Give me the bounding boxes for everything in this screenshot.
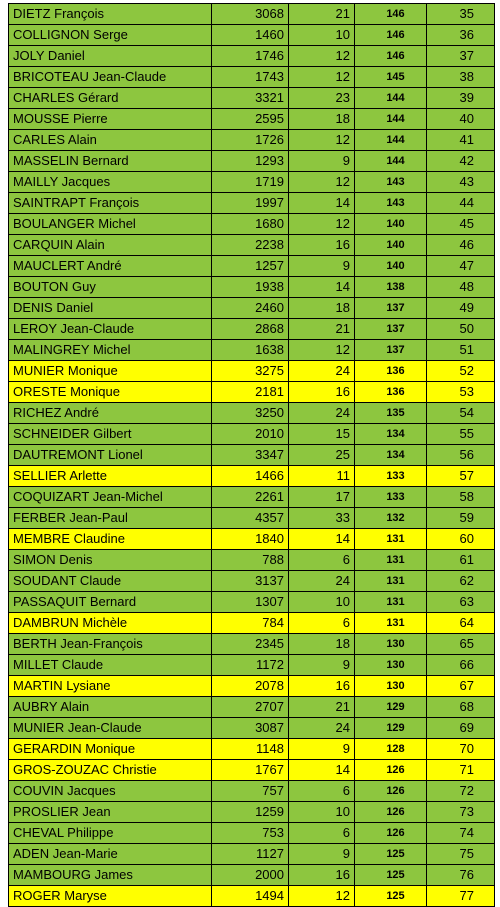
- games-cell: 6: [289, 781, 355, 802]
- table-row: [9, 298, 495, 319]
- table-row: [9, 760, 495, 781]
- table-row: [9, 697, 495, 718]
- player-name-cell: CARLES Alain: [9, 130, 212, 151]
- games-cell: 15: [289, 424, 355, 445]
- rank-cell: 38: [427, 67, 495, 88]
- rank-cell: 77: [427, 886, 495, 907]
- average-cell: 129: [355, 697, 427, 718]
- rank-cell: 60: [427, 529, 495, 550]
- player-name-cell: COLLIGNON Serge: [9, 25, 212, 46]
- points-cell: 1680: [212, 214, 289, 235]
- player-name-cell: DENIS Daniel: [9, 298, 212, 319]
- table-row: [9, 592, 495, 613]
- points-cell: 1307: [212, 592, 289, 613]
- player-name-cell: RICHEZ André: [9, 403, 212, 424]
- player-name-cell: MALINGREY Michel: [9, 340, 212, 361]
- average-cell: 134: [355, 424, 427, 445]
- rank-cell: 35: [427, 4, 495, 25]
- points-cell: 784: [212, 613, 289, 634]
- average-cell: 143: [355, 172, 427, 193]
- table-row: [9, 781, 495, 802]
- points-cell: 1726: [212, 130, 289, 151]
- average-cell: 135: [355, 403, 427, 424]
- games-cell: 10: [289, 25, 355, 46]
- average-cell: 144: [355, 88, 427, 109]
- rank-cell: 37: [427, 46, 495, 67]
- table-row: [9, 508, 495, 529]
- table-row: [9, 256, 495, 277]
- table-row: [9, 823, 495, 844]
- player-name-cell: MEMBRE Claudine: [9, 529, 212, 550]
- rank-cell: 66: [427, 655, 495, 676]
- rank-cell: 47: [427, 256, 495, 277]
- average-cell: 137: [355, 340, 427, 361]
- table-row: [9, 529, 495, 550]
- average-cell: 130: [355, 655, 427, 676]
- player-name-cell: SAINTRAPT François: [9, 193, 212, 214]
- games-cell: 12: [289, 172, 355, 193]
- rank-cell: 64: [427, 613, 495, 634]
- games-cell: 12: [289, 67, 355, 88]
- points-cell: 4357: [212, 508, 289, 529]
- points-cell: 3087: [212, 718, 289, 739]
- player-name-cell: MILLET Claude: [9, 655, 212, 676]
- table-row: [9, 550, 495, 571]
- table-row: [9, 424, 495, 445]
- games-cell: 9: [289, 151, 355, 172]
- games-cell: 9: [289, 844, 355, 865]
- rank-cell: 40: [427, 109, 495, 130]
- rank-cell: 53: [427, 382, 495, 403]
- average-cell: 125: [355, 844, 427, 865]
- games-cell: 18: [289, 109, 355, 130]
- table-row: [9, 403, 495, 424]
- table-row: [9, 88, 495, 109]
- rank-cell: 70: [427, 739, 495, 760]
- rank-cell: 39: [427, 88, 495, 109]
- points-cell: 1257: [212, 256, 289, 277]
- player-name-cell: SCHNEIDER Gilbert: [9, 424, 212, 445]
- player-name-cell: DIETZ François: [9, 4, 212, 25]
- rank-cell: 51: [427, 340, 495, 361]
- average-cell: 133: [355, 466, 427, 487]
- rank-cell: 57: [427, 466, 495, 487]
- average-cell: 131: [355, 613, 427, 634]
- games-cell: 6: [289, 613, 355, 634]
- points-cell: 2345: [212, 634, 289, 655]
- player-name-cell: COQUIZART Jean-Michel: [9, 487, 212, 508]
- games-cell: 25: [289, 445, 355, 466]
- player-name-cell: SELLIER Arlette: [9, 466, 212, 487]
- rank-cell: 56: [427, 445, 495, 466]
- points-cell: 753: [212, 823, 289, 844]
- games-cell: 9: [289, 256, 355, 277]
- average-cell: 125: [355, 865, 427, 886]
- average-cell: 131: [355, 550, 427, 571]
- ranking-table: [8, 3, 495, 907]
- rank-cell: 44: [427, 193, 495, 214]
- points-cell: 1746: [212, 46, 289, 67]
- rank-cell: 72: [427, 781, 495, 802]
- table-row: [9, 340, 495, 361]
- average-cell: 131: [355, 571, 427, 592]
- points-cell: 3321: [212, 88, 289, 109]
- points-cell: 2595: [212, 109, 289, 130]
- games-cell: 33: [289, 508, 355, 529]
- points-cell: 3250: [212, 403, 289, 424]
- player-name-cell: MUNIER Monique: [9, 361, 212, 382]
- table-row: [9, 4, 495, 25]
- table-row: [9, 634, 495, 655]
- rank-cell: 71: [427, 760, 495, 781]
- rank-cell: 74: [427, 823, 495, 844]
- points-cell: 2868: [212, 319, 289, 340]
- rank-cell: 54: [427, 403, 495, 424]
- player-name-cell: DAUTREMONT Lionel: [9, 445, 212, 466]
- games-cell: 24: [289, 361, 355, 382]
- player-name-cell: MASSELIN Bernard: [9, 151, 212, 172]
- player-name-cell: ADEN Jean-Marie: [9, 844, 212, 865]
- player-name-cell: AUBRY Alain: [9, 697, 212, 718]
- points-cell: 788: [212, 550, 289, 571]
- games-cell: 6: [289, 550, 355, 571]
- player-name-cell: BRICOTEAU Jean-Claude: [9, 67, 212, 88]
- table-row: [9, 571, 495, 592]
- points-cell: 2460: [212, 298, 289, 319]
- average-cell: 140: [355, 235, 427, 256]
- average-cell: 146: [355, 4, 427, 25]
- average-cell: 136: [355, 361, 427, 382]
- table-row: [9, 214, 495, 235]
- average-cell: 144: [355, 130, 427, 151]
- player-name-cell: CHARLES Gérard: [9, 88, 212, 109]
- average-cell: 144: [355, 151, 427, 172]
- rank-cell: 75: [427, 844, 495, 865]
- rank-cell: 59: [427, 508, 495, 529]
- games-cell: 14: [289, 760, 355, 781]
- player-name-cell: FERBER Jean-Paul: [9, 508, 212, 529]
- points-cell: 3275: [212, 361, 289, 382]
- points-cell: 1466: [212, 466, 289, 487]
- average-cell: 126: [355, 802, 427, 823]
- average-cell: 125: [355, 886, 427, 907]
- average-cell: 128: [355, 739, 427, 760]
- games-cell: 14: [289, 529, 355, 550]
- table-row: [9, 802, 495, 823]
- average-cell: 145: [355, 67, 427, 88]
- points-cell: 1259: [212, 802, 289, 823]
- points-cell: 1148: [212, 739, 289, 760]
- table-row: [9, 739, 495, 760]
- points-cell: 757: [212, 781, 289, 802]
- points-cell: 1997: [212, 193, 289, 214]
- player-name-cell: LEROY Jean-Claude: [9, 319, 212, 340]
- games-cell: 12: [289, 340, 355, 361]
- rank-cell: 76: [427, 865, 495, 886]
- average-cell: 140: [355, 214, 427, 235]
- rank-cell: 48: [427, 277, 495, 298]
- table-row: [9, 886, 495, 907]
- points-cell: 2010: [212, 424, 289, 445]
- average-cell: 134: [355, 445, 427, 466]
- average-cell: 137: [355, 298, 427, 319]
- player-name-cell: COUVIN Jacques: [9, 781, 212, 802]
- points-cell: 1938: [212, 277, 289, 298]
- points-cell: 1840: [212, 529, 289, 550]
- average-cell: 131: [355, 592, 427, 613]
- player-name-cell: MOUSSE Pierre: [9, 109, 212, 130]
- average-cell: 146: [355, 46, 427, 67]
- games-cell: 21: [289, 319, 355, 340]
- player-name-cell: CARQUIN Alain: [9, 235, 212, 256]
- points-cell: 1127: [212, 844, 289, 865]
- rank-cell: 41: [427, 130, 495, 151]
- rank-cell: 55: [427, 424, 495, 445]
- average-cell: 133: [355, 487, 427, 508]
- average-cell: 144: [355, 109, 427, 130]
- table-row: [9, 130, 495, 151]
- games-cell: 16: [289, 382, 355, 403]
- average-cell: 140: [355, 256, 427, 277]
- table-row: [9, 46, 495, 67]
- table-row: [9, 361, 495, 382]
- table-row: [9, 277, 495, 298]
- player-name-cell: SOUDANT Claude: [9, 571, 212, 592]
- table-row: [9, 655, 495, 676]
- points-cell: 2078: [212, 676, 289, 697]
- points-cell: 1293: [212, 151, 289, 172]
- player-name-cell: MAILLY Jacques: [9, 172, 212, 193]
- table-row: [9, 676, 495, 697]
- points-cell: 3347: [212, 445, 289, 466]
- points-cell: 2000: [212, 865, 289, 886]
- games-cell: 18: [289, 634, 355, 655]
- table-row: [9, 865, 495, 886]
- points-cell: 1719: [212, 172, 289, 193]
- average-cell: 132: [355, 508, 427, 529]
- games-cell: 21: [289, 4, 355, 25]
- average-cell: 130: [355, 676, 427, 697]
- player-name-cell: MARTIN Lysiane: [9, 676, 212, 697]
- rank-cell: 46: [427, 235, 495, 256]
- player-name-cell: BOUTON Guy: [9, 277, 212, 298]
- table-row: [9, 718, 495, 739]
- table-row: [9, 67, 495, 88]
- table-row: [9, 235, 495, 256]
- player-name-cell: MUNIER Jean-Claude: [9, 718, 212, 739]
- games-cell: 10: [289, 592, 355, 613]
- games-cell: 17: [289, 487, 355, 508]
- rank-cell: 61: [427, 550, 495, 571]
- games-cell: 14: [289, 277, 355, 298]
- points-cell: 3137: [212, 571, 289, 592]
- points-cell: 3068: [212, 4, 289, 25]
- points-cell: 1172: [212, 655, 289, 676]
- games-cell: 12: [289, 46, 355, 67]
- table-row: [9, 319, 495, 340]
- table-row: [9, 613, 495, 634]
- games-cell: 12: [289, 130, 355, 151]
- player-name-cell: ROGER Maryse: [9, 886, 212, 907]
- rank-cell: 50: [427, 319, 495, 340]
- games-cell: 12: [289, 214, 355, 235]
- games-cell: 21: [289, 697, 355, 718]
- player-name-cell: MAMBOURG James: [9, 865, 212, 886]
- games-cell: 24: [289, 403, 355, 424]
- rank-cell: 67: [427, 676, 495, 697]
- points-cell: 2238: [212, 235, 289, 256]
- points-cell: 2707: [212, 697, 289, 718]
- points-cell: 1494: [212, 886, 289, 907]
- average-cell: 131: [355, 529, 427, 550]
- table-row: [9, 193, 495, 214]
- average-cell: 138: [355, 277, 427, 298]
- player-name-cell: GERARDIN Monique: [9, 739, 212, 760]
- rank-cell: 73: [427, 802, 495, 823]
- games-cell: 14: [289, 193, 355, 214]
- games-cell: 11: [289, 466, 355, 487]
- average-cell: 136: [355, 382, 427, 403]
- rank-cell: 69: [427, 718, 495, 739]
- games-cell: 10: [289, 802, 355, 823]
- points-cell: 1743: [212, 67, 289, 88]
- games-cell: 12: [289, 886, 355, 907]
- table-row: [9, 109, 495, 130]
- average-cell: 130: [355, 634, 427, 655]
- points-cell: 1638: [212, 340, 289, 361]
- points-cell: 1767: [212, 760, 289, 781]
- games-cell: 16: [289, 676, 355, 697]
- rank-cell: 63: [427, 592, 495, 613]
- games-cell: 23: [289, 88, 355, 109]
- average-cell: 126: [355, 823, 427, 844]
- rank-cell: 68: [427, 697, 495, 718]
- player-name-cell: PROSLIER Jean: [9, 802, 212, 823]
- player-name-cell: ORESTE Monique: [9, 382, 212, 403]
- rank-cell: 62: [427, 571, 495, 592]
- table-row: [9, 382, 495, 403]
- table-row: [9, 844, 495, 865]
- games-cell: 24: [289, 718, 355, 739]
- games-cell: 16: [289, 235, 355, 256]
- rank-cell: 58: [427, 487, 495, 508]
- rank-cell: 45: [427, 214, 495, 235]
- player-name-cell: PASSAQUIT Bernard: [9, 592, 212, 613]
- table-row: [9, 151, 495, 172]
- games-cell: 9: [289, 739, 355, 760]
- table-row: [9, 172, 495, 193]
- average-cell: 126: [355, 760, 427, 781]
- player-name-cell: BERTH Jean-François: [9, 634, 212, 655]
- games-cell: 9: [289, 655, 355, 676]
- average-cell: 137: [355, 319, 427, 340]
- rank-cell: 43: [427, 172, 495, 193]
- points-cell: 1460: [212, 25, 289, 46]
- average-cell: 143: [355, 193, 427, 214]
- table-row: [9, 25, 495, 46]
- average-cell: 146: [355, 25, 427, 46]
- games-cell: 24: [289, 571, 355, 592]
- player-name-cell: GROS-ZOUZAC Christie: [9, 760, 212, 781]
- rank-cell: 49: [427, 298, 495, 319]
- player-name-cell: MAUCLERT André: [9, 256, 212, 277]
- points-cell: 2261: [212, 487, 289, 508]
- table-row: [9, 445, 495, 466]
- table-row: [9, 487, 495, 508]
- ranking-table-body: [9, 4, 495, 907]
- points-cell: 2181: [212, 382, 289, 403]
- table-row: [9, 466, 495, 487]
- player-name-cell: DAMBRUN Michèle: [9, 613, 212, 634]
- player-name-cell: BOULANGER Michel: [9, 214, 212, 235]
- player-name-cell: CHEVAL Philippe: [9, 823, 212, 844]
- player-name-cell: JOLY Daniel: [9, 46, 212, 67]
- games-cell: 6: [289, 823, 355, 844]
- rank-cell: 42: [427, 151, 495, 172]
- player-name-cell: SIMON Denis: [9, 550, 212, 571]
- rank-cell: 52: [427, 361, 495, 382]
- games-cell: 16: [289, 865, 355, 886]
- average-cell: 126: [355, 781, 427, 802]
- rank-cell: 65: [427, 634, 495, 655]
- games-cell: 18: [289, 298, 355, 319]
- average-cell: 129: [355, 718, 427, 739]
- rank-cell: 36: [427, 25, 495, 46]
